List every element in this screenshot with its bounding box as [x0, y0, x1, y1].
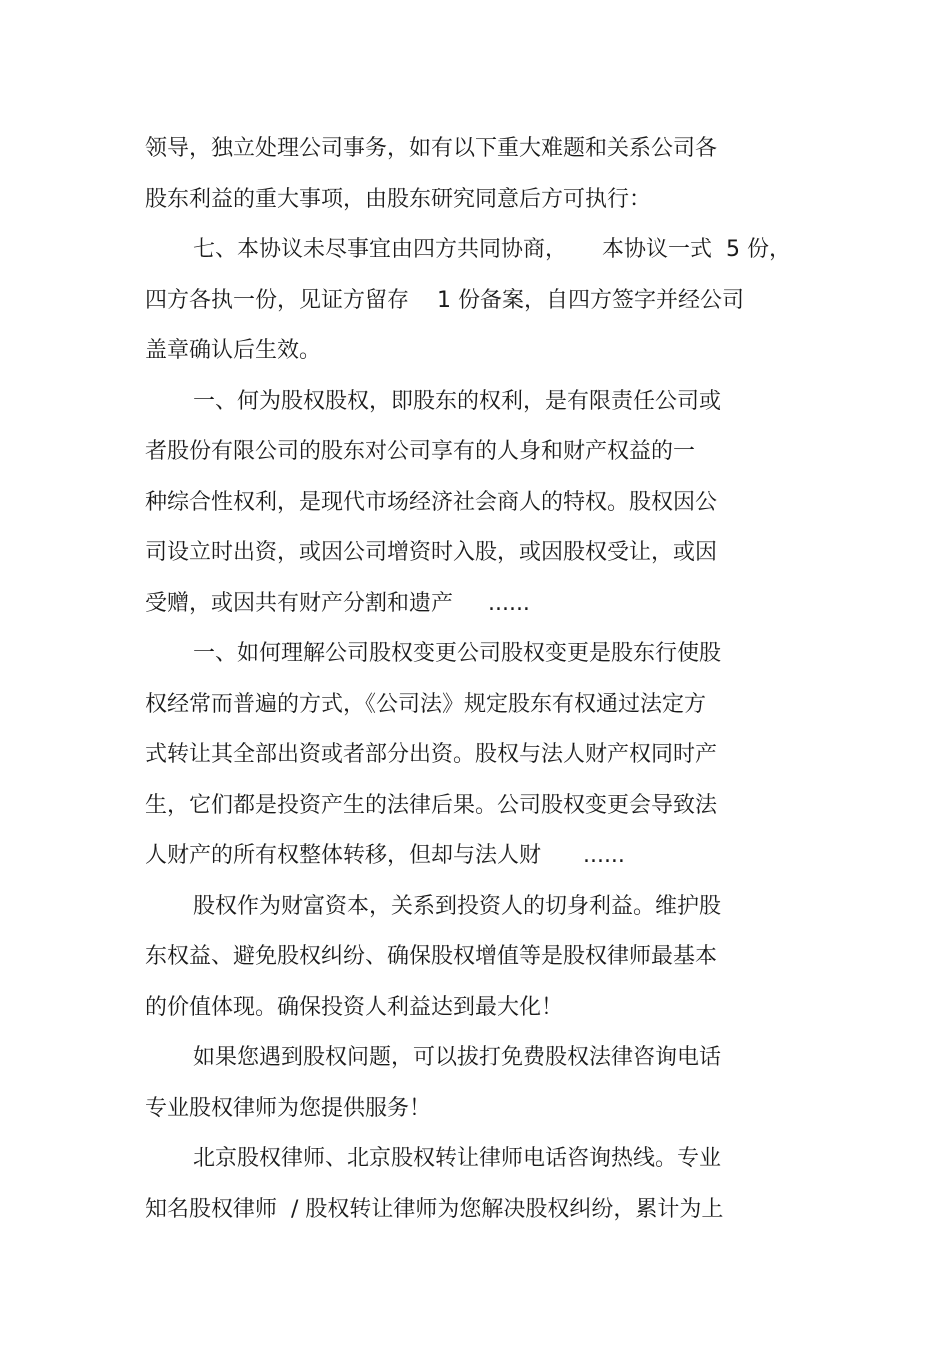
text-line-7: 者股份有限公司的股东对公司享有的人身和财产权益的一	[145, 439, 696, 464]
text-line-8: 种综合性权利，是现代市场经济社会商人的特权。股权因公	[145, 489, 718, 515]
text-line-18: 的价值体现。确保投资人利益达到最大化！	[145, 994, 564, 1020]
text-line-20: 专业股权律师为您提供服务！	[145, 1095, 432, 1121]
text-line-12: 权经常而普遍的方式，《公司法》规定股东有权通过法定方	[145, 691, 707, 717]
text-line-19: 如果您遇到股权问题，可以拔打免费股权法律咨询电话	[193, 1045, 722, 1070]
text-line-10: 受赠，或因共有财产分割和遗产 ......	[145, 590, 530, 616]
text-line-22: 知名股权律师 / 股权转让律师为您解决股权纠纷，累计为上	[145, 1196, 724, 1222]
text-line-5: 盖章确认后生效。	[145, 338, 322, 363]
document-body	[145, 124, 825, 1235]
text-line-21: 北京股权律师、北京股权转让律师电话咨询热线。专业	[193, 1146, 722, 1171]
text-line-6: 一、何为股权股权，即股东的权利，是有限责任公司或	[193, 388, 722, 414]
text-line-1: 领导，独立处理公司事务，如有以下重大难题和关系公司各	[145, 136, 718, 161]
text-line-16: 股权作为财富资本，关系到投资人的切身利益。维护股	[193, 893, 722, 919]
text-line-4: 四方各执一份，见证方留存 1 份备案，自四方签字并经公司	[145, 287, 744, 313]
text-line-9: 司设立时出资，或因公司增资时入股，或因股权受让，或因	[145, 540, 718, 565]
text-line-3: 七、本协议未尽事宜由四方共同协商， 本协议一式 5 份，	[193, 237, 791, 262]
text-line-11: 一、如何理解公司股权变更公司股权变更是股东行使股	[193, 641, 722, 666]
text-line-13: 式转让其全部出资或者部分出资。股权与法人财产权同时产	[145, 742, 718, 767]
text-line-2: 股东利益的重大事项，由股东研究同意后方可执行：	[145, 186, 652, 212]
text-line-14: 生，它们都是投资产生的法律后果。公司股权变更会导致法	[145, 792, 718, 818]
text-line-15: 人财产的所有权整体转移，但却与法人财 ......	[145, 843, 625, 868]
text-line-17: 东权益、避免股权纠纷、确保股权增值等是股权律师最基本	[145, 944, 718, 969]
